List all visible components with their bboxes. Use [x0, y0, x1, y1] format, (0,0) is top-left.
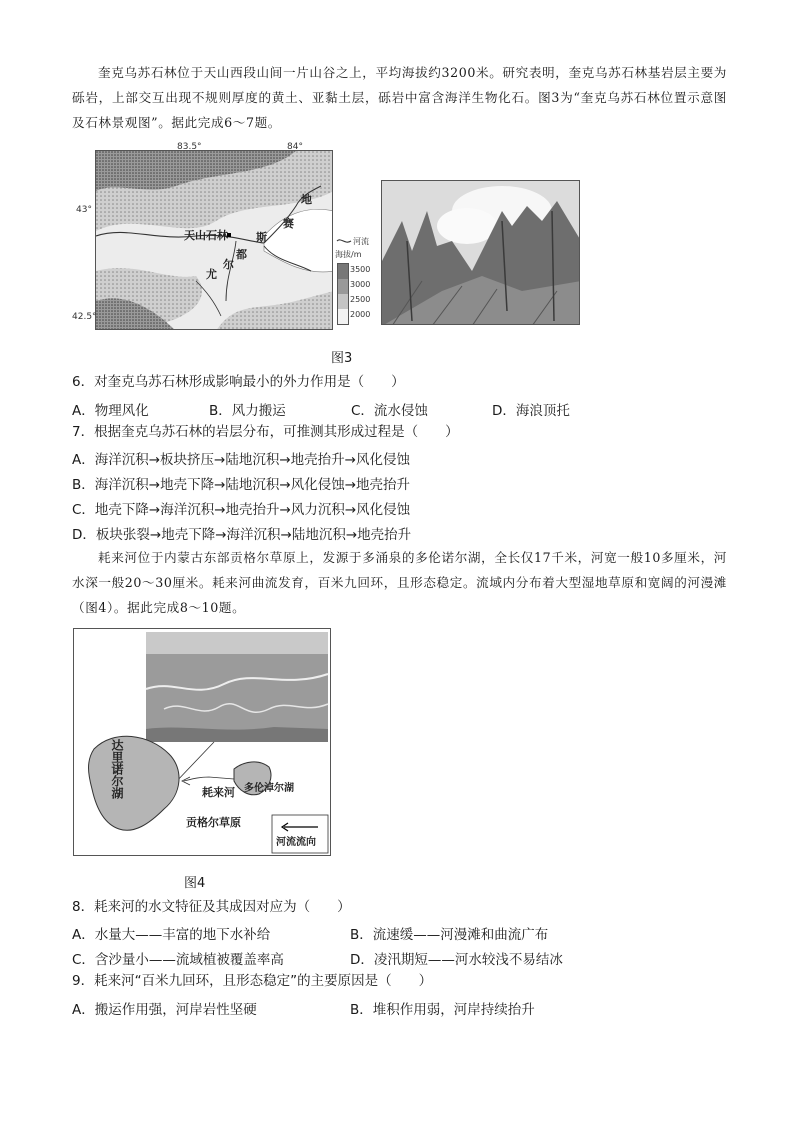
- figure-3-map: [95, 150, 333, 330]
- figure-3-caption: 图3: [331, 351, 353, 366]
- q6-option-d[interactable]: D．海浪顶托: [492, 403, 570, 419]
- label-gonggeer-grassland: 贡格尔草原: [186, 816, 241, 829]
- q7-option-d[interactable]: D．板块张裂→地壳下降→海洋沉积→陆地沉积→地壳抬升: [72, 527, 412, 543]
- legend-level: 3500: [350, 265, 371, 274]
- passage-2: 耗来河位于内蒙古东部贡格尔草原上，发源于多涌泉的多伦诺尔湖，全长仅17千米，河宽一般10多厘米，河水深一般20～30厘米。耗来河曲流发育，百米九回环，且形态稳定。流域内分布着大型湿地草原和宽阔的河漫滩（图4）。据此完成8～10题。: [72, 550, 727, 615]
- q7-option-a[interactable]: A．海洋沉积→板块挤压→陆地沉积→地壳抬升→风化侵蚀: [72, 452, 410, 468]
- lat-label: 42.5°: [72, 312, 97, 322]
- lon-label: 84°: [287, 142, 303, 152]
- q9-option-a[interactable]: A．搬运作用强，河岸岩性坚硬: [72, 1002, 257, 1018]
- q6-option-a[interactable]: A．物理风化: [72, 403, 149, 419]
- question-6-stem: 6．对奎克乌苏石林形成影响最小的外力作用是（ ）: [72, 374, 405, 390]
- q7-option-c[interactable]: C．地壳下降→海洋沉积→地壳抬升→风力沉积→风化侵蚀: [72, 502, 411, 518]
- legend-level: 2000: [350, 310, 371, 319]
- q8-option-b[interactable]: B．流速缓——河漫滩和曲流广布: [350, 927, 549, 943]
- figure-4-caption: 图4: [184, 876, 206, 891]
- map-label-tianshan-shilin: 天山石林: [184, 229, 228, 242]
- legend-level: 2500: [350, 295, 371, 304]
- lon-label: 83.5°: [177, 142, 202, 152]
- q8-option-d[interactable]: D．凌汛期短——河水较浅不易结冰: [350, 952, 563, 968]
- stone-forest-photo: [382, 181, 580, 325]
- passage-1: 奎克乌苏石林位于天山西段山间一片山谷之上，平均海拔约3200米。研究表明，奎克乌苏石林基岩层主要为砾岩，上部交互出现不规则厚度的黄土、亚黏土层，砾岩中富含海洋生物化石。图3为“奎克乌苏石林位置示意图及石林景观图”。据此完成6～7题。: [72, 65, 727, 130]
- figure-3-photo: [381, 180, 580, 325]
- map-label-char: 尤: [206, 268, 217, 281]
- map-label-char: 都: [236, 248, 247, 261]
- question-7-stem: 7．根据奎克乌苏石林的岩层分布，可推测其形成过程是（ ）: [72, 424, 459, 440]
- q9-option-b[interactable]: B．堆积作用弱，河岸持续抬升: [350, 1002, 535, 1018]
- q8-option-c[interactable]: C．含沙量小——流域植被覆盖率高: [72, 952, 284, 968]
- legend-alt-title: 海拔/m: [335, 250, 362, 259]
- question-8-stem: 8．耗来河的水文特征及其成因对应为（ ）: [72, 899, 351, 915]
- q8-option-a[interactable]: A．水量大——丰富的地下水补给: [72, 927, 271, 943]
- figure-3-legend: [335, 235, 375, 330]
- lat-label: 43°: [76, 205, 92, 215]
- figure-4: [73, 628, 331, 856]
- map-label-char: 斯: [256, 231, 267, 244]
- question-9-stem: 9．耗来河“百米九回环，且形态稳定”的主要原因是（ ）: [72, 973, 433, 989]
- q7-option-b[interactable]: B．海洋沉积→地壳下降→陆地沉积→风化侵蚀→地壳抬升: [72, 477, 411, 493]
- legend-flow-direction: 河流流向: [276, 837, 316, 848]
- legend-level: 3000: [350, 280, 371, 289]
- map-label-char: 地: [301, 193, 312, 206]
- altitude-scale: [337, 263, 349, 325]
- legend-river-label: 河流: [353, 237, 369, 246]
- q6-option-b[interactable]: B．风力搬运: [209, 403, 286, 419]
- label-haolai-river: 耗来河: [202, 786, 235, 799]
- q6-option-c[interactable]: C．流水侵蚀: [351, 403, 428, 419]
- map-label-char: 尔: [223, 258, 234, 271]
- label-duolun-nur-lake: 多伦淖尔湖: [244, 783, 294, 794]
- label-dali-nur-lake: 达里诺尔湖: [110, 739, 124, 799]
- map-label-char: 赛: [283, 217, 294, 230]
